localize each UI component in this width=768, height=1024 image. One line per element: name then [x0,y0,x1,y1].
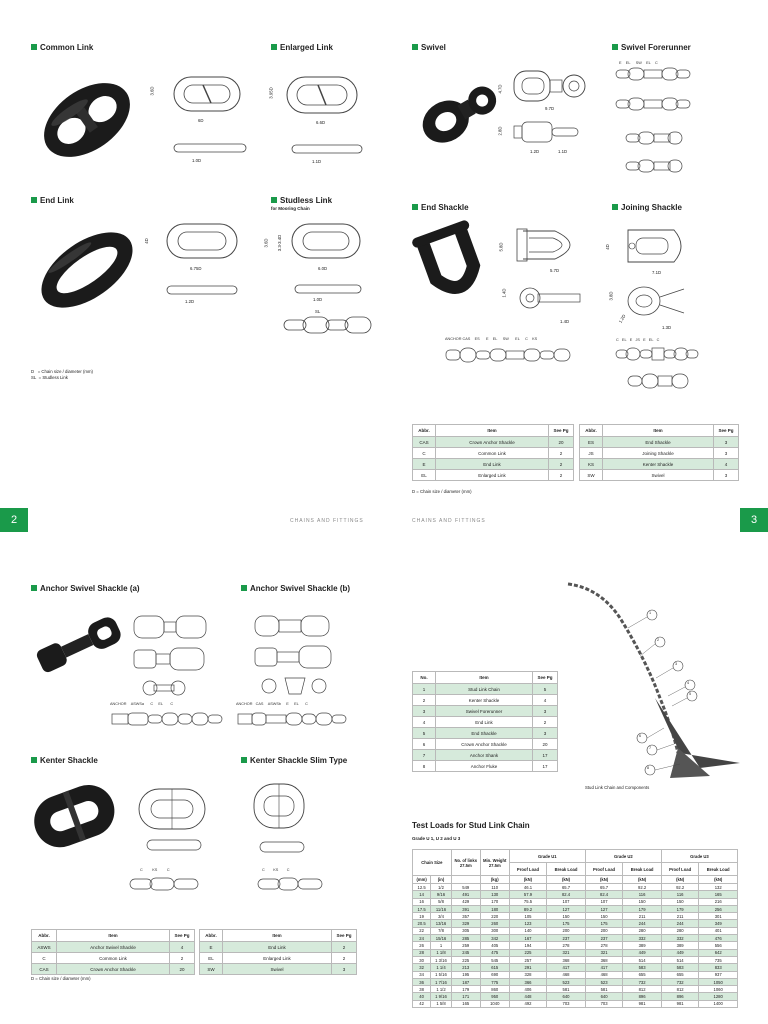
page-number-2: 2 [0,508,28,532]
table-cell: 167 [509,935,546,942]
table-cell: 833 [699,964,738,971]
table-cell: 82.4 [547,891,586,898]
common-link-side [172,142,252,154]
common-link-height: 3.6D [149,86,155,96]
table-cell: 405 [480,942,509,949]
test-loads-table: Chain Size No. of links 27.5m Min. Weight 27.5m Grade U1 Grade U2 Grade U3 Proof Load Break Load Proof Load Break Load Proof Load Break Load (mm) (in) (kg) (kN) (kN) (kN) (kN) (kN) (kN) 12.5 1/2 549 110 46.1 65.7 65.7 92.2 92.2 132 14 9/16 491 130 57.9 82.4 82.4 116 116 165 16 5/8 429 170 75.5 107 107 150 150 216 17.5 11/16 391 180 89.2 127 127 179 179 256 19 3/4 357 220 105 150 150 211 211 301 20.5 13/16 329 260 123 175 175 244 244 349 22 7/8 305 300 140 200 200 280 280 401 24 15/16 285 342 167 237 237 332 332 476 26 1 259 405 194 278 278 389 389 556 28 1 1/8 245 475 225 321 321 449 449 642 30 1 3/16 225 545 257 368 368 514 514 735 32 1 1/4 213 615 291 417 417 583 583 833 34 1 5/16 195 690 328 468 468 655 655 937 36 1 7/16 187 775 366 523 523 732 732 1050 38 1 1/2 179 860 406 581 581 812 812 1060 40 1 9/16 171 950 448 640 640 896 896 1280 42 1 5/8 165 1040 492 703 703 981 981 1400 [412,849,738,1008]
table-cell: 581 [547,986,586,993]
table-cell: 194 [509,942,546,949]
table-cell: 5/8 [431,898,452,905]
forerunner-labels-1: E EL SW EL C [619,61,658,65]
table-cell: 775 [480,978,509,985]
table-cell: 7/8 [431,927,452,934]
end-shackle-photo [412,225,492,305]
table-row [413,971,738,978]
common-link-width: 6D [198,118,204,123]
end-link-title: End Link [31,196,74,205]
table-cell: 514 [623,956,662,963]
common-link-title: Common Link [31,43,93,52]
table-cell: 655 [623,971,662,978]
table-cell: 642 [699,949,738,956]
studless-link-subtitle: for Mooring Chain [271,206,310,211]
table-cell: 200 [547,927,586,934]
table-cell: 244 [661,920,698,927]
studless-link-height-1: 3.6D [263,238,269,248]
table-cell: 257 [509,956,546,963]
end-link-drawing [165,222,245,262]
swivel-dim-a: 1.2D [530,149,540,154]
table-cell: 1 3/16 [431,956,452,963]
table-row [413,898,738,905]
table-cell: 30 [413,956,431,963]
table-cell: 107 [585,898,622,905]
table-cell: 523 [585,978,622,985]
table-row [413,956,738,963]
studless-link-thickness: 1.0D [313,297,323,302]
end-link-thickness: 1.2D [185,299,195,304]
anchor-swivel-a-title: Anchor Swivel Shackle (a) [31,584,140,593]
callout-5: 5 [689,692,692,696]
table-cell: 332 [623,935,662,942]
table-cell: 200 [585,927,622,934]
table-row [413,913,738,920]
callout-6: 6 [639,734,642,738]
table-cell: 417 [585,964,622,971]
table-cell: 368 [547,956,586,963]
table-cell: 896 [623,993,662,1000]
enlarged-link-drawing [285,75,365,117]
end-link-width: 6.75D [190,266,202,271]
p4-legend: D = Chain size / diameter (mm) [31,976,91,981]
enlarged-link-title: Enlarged Link [271,43,333,52]
table-cell: 256 [699,905,738,912]
kenter-chain-drawing [128,876,208,892]
table-cell: 1280 [699,993,738,1000]
table-cell: 475 [480,949,509,956]
table-cell: 732 [661,978,698,985]
table-cell: 732 [623,978,662,985]
table-cell: 1060 [699,986,738,993]
table-cell: 92.2 [623,884,662,891]
table-cell: 468 [585,971,622,978]
table-cell: 211 [661,913,698,920]
callout-4: 4 [687,681,690,685]
table-cell: 12.5 [413,884,431,891]
table-cell: 150 [661,898,698,905]
table-cell: 40 [413,993,431,1000]
table-cell: 105 [509,913,546,920]
table-cell: 366 [509,978,546,985]
table-row [413,884,738,891]
end-link-side [165,284,245,296]
table-cell: 640 [585,993,622,1000]
table-cell: 401 [699,927,738,934]
table-cell: 116 [623,891,662,898]
table-cell: 220 [480,913,509,920]
table-cell: 305 [451,927,480,934]
table-cell: 1 9/16 [431,993,452,1000]
studless-chain-drawing [283,316,373,334]
studless-link-side [293,283,373,295]
callout-1: 1 [649,611,652,615]
table-cell: 237 [547,935,586,942]
table-cell: 179 [623,905,662,912]
footer-left: CHAINS AND FITTINGS [290,518,364,524]
end-shackle-title: End Shackle [412,203,469,212]
table-cell: 449 [661,949,698,956]
p4-abbr-table-right: Abbr. Item See Pg E End Link 2 EL Enlarged Link 2 SW Swivel 3 [199,929,357,975]
table-cell: 46.1 [509,884,546,891]
table-cell: 492 [509,1000,546,1007]
swivel-thickness: 2.8D [497,126,503,136]
swivel-dim-b: 1.1D [558,149,568,154]
end-shackle-width: 5.7D [550,268,560,273]
callout-3: 3 [675,662,678,666]
table-cell: 812 [661,986,698,993]
table-cell: 175 [547,920,586,927]
table-cell: 981 [623,1000,662,1007]
end-shackle-drawing [515,227,590,263]
swivel-forerunner-title: Swivel Forerunner [612,43,691,52]
table-cell: 896 [661,993,698,1000]
common-link-photo [32,70,142,170]
table-cell: 132 [699,884,738,891]
table-cell: 140 [509,927,546,934]
table-row [413,949,738,956]
end-shackle-dim-a: 1.4D [501,288,507,298]
swivel-side [512,118,582,146]
table-cell: 280 [661,927,698,934]
table-cell: 89.2 [509,905,546,912]
table-cell: 22 [413,927,431,934]
joining-chain-labels: C EL E JS E EL C [616,338,660,342]
studless-link-drawing [290,222,370,262]
kenter-shackle-drawing [135,785,215,835]
table-cell: 75.5 [509,898,546,905]
table-cell: 244 [623,920,662,927]
table-cell: 332 [661,935,698,942]
table-cell: 180 [480,905,509,912]
joining-shackle-side [624,283,694,323]
table-cell: 357 [451,913,480,920]
table-cell: 321 [585,949,622,956]
table-cell: 175 [585,920,622,927]
table-cell: 321 [547,949,586,956]
table-cell: 213 [451,964,480,971]
table-cell: 11/16 [431,905,452,912]
table-cell: 237 [585,935,622,942]
end-link-photo [32,220,142,320]
table-cell: 556 [699,942,738,949]
swivel-drawing [512,68,587,104]
table-cell: 291 [509,964,546,971]
table-cell: 735 [699,956,738,963]
table-row [413,978,738,985]
table-cell: 278 [585,942,622,949]
table-cell: 16 [413,898,431,905]
joining-shackle-dim-c: 1.3D [662,325,672,330]
callout-7: 7 [649,746,652,750]
table-cell: 476 [699,935,738,942]
table-cell: 130 [480,891,509,898]
table-cell: 417 [547,964,586,971]
table-cell: 368 [585,956,622,963]
swivel-height: 4.7D [497,84,503,94]
table-cell: 1 5/16 [431,971,452,978]
table-row [413,920,738,927]
table-cell: 703 [547,1000,586,1007]
table-cell: 549 [451,884,480,891]
common-link-thickness: 1.0D [192,158,202,163]
table-cell: 391 [451,905,480,912]
table-cell: 17.5 [413,905,431,912]
table-cell: 14 [413,891,431,898]
table-cell: 655 [661,971,698,978]
table-row [413,993,738,1000]
table-cell: 150 [547,913,586,920]
anchor-swivel-a-photo [32,615,127,675]
illustration-caption: Stud Link Chain and Components [585,785,650,790]
table-cell: 1 1/8 [431,949,452,956]
anchor-chain-illustration [560,578,750,788]
studless-link-width: 6.0D [318,266,328,271]
studless-chain-label: SL [315,309,321,314]
table-cell: 225 [451,956,480,963]
enlarged-link-side [290,143,370,155]
table-cell: 107 [547,898,586,905]
table-cell: 65.7 [585,884,622,891]
p2-legend-1: D = Chain size / diameter (mm) [31,369,93,374]
table-cell: 211 [623,913,662,920]
table-cell: 981 [661,1000,698,1007]
table-cell: 165 [699,891,738,898]
table-cell: 26 [413,942,431,949]
enlarged-link-thickness: 1.1D [312,159,322,164]
table-cell: 514 [661,956,698,963]
table-cell: 65.7 [547,884,586,891]
table-cell: 150 [585,913,622,920]
table-cell: 123 [509,920,546,927]
table-cell: 468 [547,971,586,978]
table-cell: 285 [451,935,480,942]
end-shackle-dim-b: 1.4D [560,319,570,324]
table-cell: 225 [509,949,546,956]
kenter-slim-chain-drawing [256,876,336,892]
p3-legend: D = Chain size / diameter (mm) [412,489,472,494]
table-cell: 82.4 [585,891,622,898]
table-cell: 13/16 [431,920,452,927]
table-cell: 280 [623,927,662,934]
table-cell: 216 [699,898,738,905]
table-cell: 42 [413,1000,431,1007]
table-cell: 448 [509,993,546,1000]
table-cell: 20.5 [413,920,431,927]
table-cell: 1050 [699,978,738,985]
chain-a-drawing [110,710,230,728]
chain-b-labels: ANCHOR CAS ASWSb E EL C [236,702,308,706]
swivel-width: 9.7D [545,106,555,111]
table-cell: 32 [413,964,431,971]
swivel-title: Swivel [412,43,446,52]
kenter-slim-drawing [250,780,310,835]
table-cell: 92.2 [661,884,698,891]
table-cell: 1 1/2 [431,986,452,993]
chain-a-labels: ANCHOR ASWSa C EL C [110,702,174,706]
table-cell: 3/4 [431,913,452,920]
table-cell: 1 7/16 [431,978,452,985]
kenter-slim-side [258,840,318,854]
joining-shackle-drawing [622,226,692,266]
table-cell: 950 [480,993,509,1000]
table-row [413,986,738,993]
table-row [413,1000,738,1007]
table-cell: 260 [480,920,509,927]
table-row [413,891,738,898]
p4-abbr-table-left: Abbr. Item See Pg ASWS Anchor Swivel Shackle 4 C Common Link 2 CAS Crown Anchor Shackle 20 [31,929,195,975]
table-cell: 703 [585,1000,622,1007]
table-cell: 300 [480,927,509,934]
joining-shackle-title: Joining Shackle [612,203,682,212]
table-cell: 28 [413,949,431,956]
table-cell: 301 [699,913,738,920]
table-cell: 179 [661,905,698,912]
table-cell: 245 [451,949,480,956]
p2-legend-2: SL = Studless Link [31,375,68,380]
p3-abbr-table-left: Abbr. Item See Pg CAS Crown Anchor Shackle 20 C Common Link 2 E End Link 2 EL Enlarged Link 2 [412,424,574,481]
table-cell: 1 [431,942,452,949]
callout-2: 2 [657,638,660,642]
enlarged-link-height: 3.95D [268,87,274,99]
table-cell: 110 [480,884,509,891]
footer-right: CHAINS AND FITTINGS [412,518,486,524]
table-cell: 9/16 [431,891,452,898]
table-row [413,935,738,942]
joining-shackle-dim-b: 1.2D [617,313,627,324]
end-shackle-chain-labels: ANCHOR CAS ES E EL SW EL C KS [445,337,538,341]
table-row [413,942,738,949]
anchor-swivel-a-drawings [128,608,218,698]
test-loads-title: Test Loads for Stud Link Chain [412,821,530,830]
end-shackle-chain-drawing [444,346,584,364]
table-cell: 150 [623,898,662,905]
table-cell: 937 [699,971,738,978]
joining-shackle-dim-a: 3.8D [608,291,614,301]
end-link-height: 4D [143,238,149,244]
table-cell: 38 [413,986,431,993]
table-cell: 389 [661,942,698,949]
end-shackle-height: 5.8D [498,242,504,252]
table-cell: 545 [480,956,509,963]
table-cell: 179 [451,986,480,993]
table-row [413,905,738,912]
table-cell: 57.9 [509,891,546,898]
table-cell: 171 [451,993,480,1000]
table-cell: 449 [623,949,662,956]
table-cell: 170 [480,898,509,905]
kenter-title: Kenter Shackle [31,756,98,765]
table-cell: 640 [547,993,586,1000]
test-loads-body [413,884,738,1008]
page-number-3: 3 [740,508,768,532]
table-cell: 187 [451,978,480,985]
table-cell: 389 [623,942,662,949]
swivel-photo [412,62,502,152]
kenter-shackle-photo [30,780,120,855]
table-cell: 116 [661,891,698,898]
table-cell: 583 [623,964,662,971]
table-cell: 1 5/8 [431,1000,452,1007]
table-cell: 615 [480,964,509,971]
table-cell: 690 [480,971,509,978]
table-cell: 1040 [480,1000,509,1007]
table-cell: 24 [413,935,431,942]
joining-shackle-height: 4D [604,244,610,250]
table-row [413,964,738,971]
table-row [413,927,738,934]
table-cell: 259 [451,942,480,949]
enlarged-link-width: 6.6D [316,120,326,125]
kenter-shackle-side [145,838,205,852]
table-cell: 15/16 [431,935,452,942]
table-cell: 342 [480,935,509,942]
table-cell: 349 [699,920,738,927]
table-cell: 1 1/4 [431,964,452,971]
table-cell: 278 [547,942,586,949]
p3-abbr-table-right: Abbr. Item See Pg ES End Shackle 3 JS Joining Shackle 3 KS Kenter Shackle 4 SW Swivel 3 [579,424,739,481]
table-cell: 19 [413,913,431,920]
components-table: No. Item See Pg 1 Stud Link Chain 5 2 Kenter Shackle 4 3 Swivel Forerunner 3 4 End Link 2 5 End Shackle 3 6 Crown Anchor Shackle 20 7 Anchor Shank 17 8 Anchor Fluke 17 [412,671,558,772]
swivel-forerunner-drawings [612,58,702,178]
table-cell: 860 [480,986,509,993]
studless-link-height-2: 3.3-3.4D [277,234,283,252]
table-cell: 523 [547,978,586,985]
kenter-slim-title: Kenter Shackle Slim Type [241,756,347,765]
kenter-slim-chain-labels: C KS C [262,868,290,872]
table-cell: 429 [451,898,480,905]
table-cell: 34 [413,971,431,978]
table-cell: 195 [451,971,480,978]
chain-b-drawing [236,710,356,728]
table-cell: 1/2 [431,884,452,891]
studless-link-title: Studless Link [271,196,332,205]
callout-8: 8 [647,766,650,770]
anchor-swivel-b-drawings [245,608,345,698]
test-loads-subtitle: Grade U 1, U 2 and U 3 [412,836,461,841]
table-cell: 36 [413,978,431,985]
kenter-chain-labels: C KS C [140,868,170,872]
table-cell: 127 [585,905,622,912]
joining-shackle-width: 7.1D [652,270,662,275]
table-cell: 406 [509,986,546,993]
common-link-drawing [170,75,250,115]
end-shackle-side [518,285,588,311]
table-cell: 491 [451,891,480,898]
table-cell: 328 [509,971,546,978]
table-cell: 583 [661,964,698,971]
table-cell: 127 [547,905,586,912]
table-cell: 581 [585,986,622,993]
table-cell: 329 [451,920,480,927]
table-cell: 165 [451,1000,480,1007]
anchor-swivel-b-title: Anchor Swivel Shackle (b) [241,584,350,593]
table-cell: 812 [623,986,662,993]
joining-chain-drawing [614,346,704,394]
table-cell: 1400 [699,1000,738,1007]
